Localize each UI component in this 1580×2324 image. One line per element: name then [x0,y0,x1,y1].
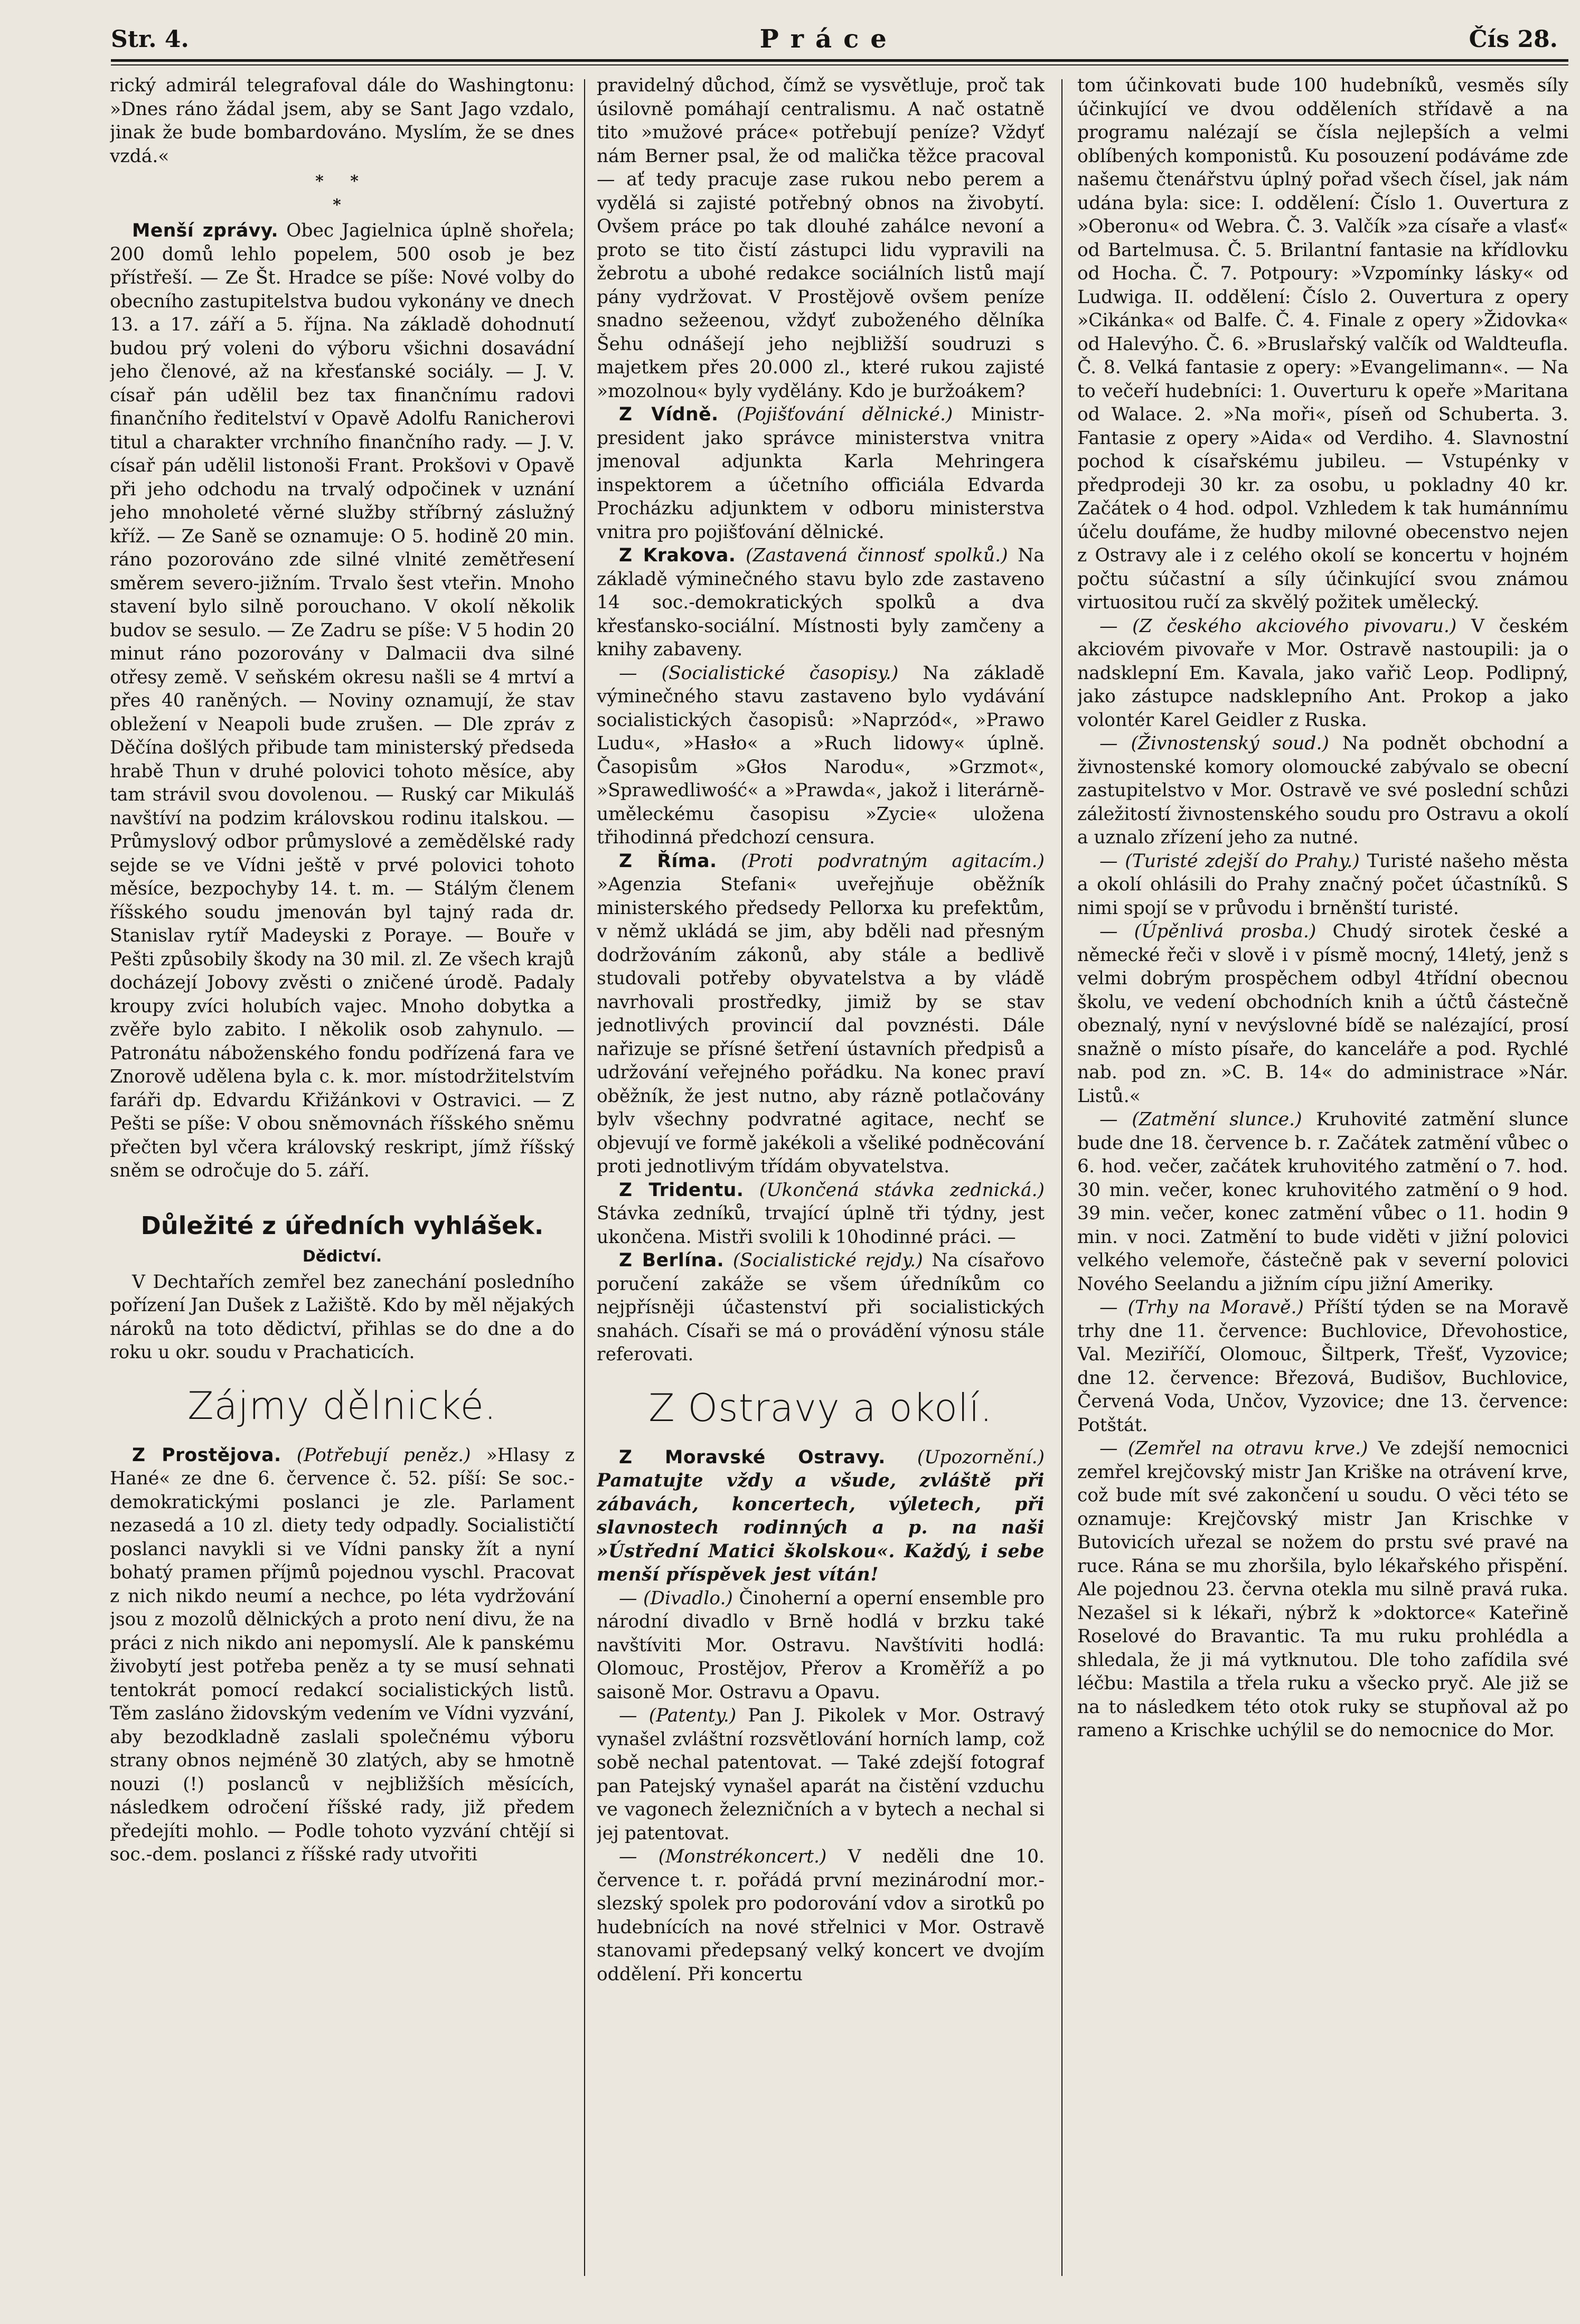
article-text: V neděli dne 10. července t. r. pořádá první mezinárodní mor.-slezský spolek pro podorování vdov a sirotků po hudebnících na nové střelnici v Mor. Ostravě stanovami předepsaný velký koncert ve dvojím oddělení. Při koncertu [597,1846,1045,1985]
article-heading: Z Berlína. [619,1250,725,1271]
article-heading: Z Vídně. [619,404,719,425]
article-paragraph [597,850,1045,1179]
article-subheading: (Zastavená činnosť spolků.) [746,545,1008,566]
section-heading: Důležité z úředních vyhlášek. [140,1211,544,1240]
article-text: »Hlasy z Hané« ze dne 6. července č. 52. píší: Se soc.-demokratickými poslanci je zle. Parlament nezasedá a 10 zl. diety tedy odpadly. Socialističtí poslanci navykli si ve Vídni pansky žít a nyní bohatý pramen příjmů pojednou vyschl. Pracovat z nich nikdo neumí a nechce, po léta vydržování jsou z mozolů dělnických a proto není divu, že na práci z nich nikdo ani nepomyslí. Ale k panskému živobytí jest potřeba peněz a ty se musí sehnati tentokrát pomocí redakcí socialistických listů. Těm zasláno židovským vedením ve Vídni vyzvání, aby bezodkladně zaslali společnému výboru strany obnos nejméně 30 zlatých, aby se hmotně nouzi (!) poslanců v nejbližších měsících, následkem odročení říšské rady, již předem předejíti mohlo. — Podle tohoto vyzvání chtějí si soc.-dem. poslanci z říšské rady utvořiti [110,1444,575,1865]
article-paragraph [597,1704,1045,1845]
article-text: Chudý sirotek české a německé řeči v slově i v písmě mocný, 14letý, jenž s velmi dobrým prospěchem odbyl 4třídní obecnou školu, ve vedení obchodních knih a účtů částečně obeznalý, nyní v nevýslovné bídě se nalézající, prosí snažně o místo písaře, do kanceláře a pod. Rychlé nab. pod zn. »C. B. 14« do administrace »Nár. Listů.« [1077,921,1568,1107]
article-paragraph [110,219,575,1183]
article-subheading: — (Socialistické časopisy.) [619,662,899,684]
article-heading: Z Moravské Ostravy. [619,1446,886,1468]
article-subheading: (Upozornění.) [917,1446,1045,1468]
article-subheading: — (Patenty.) [619,1705,737,1726]
article-paragraph [1077,615,1568,732]
issue-number: Čís 28. [1469,25,1558,53]
article-subheading: — (Zemřel na otravu krve.) [1099,1438,1368,1459]
article-text: Obec Jagielnica úplně shořela; 200 domů lehlo popelem, 500 osob je bez přístřeší. — Ze Št. Hradce se píše: Nové volby do obecního zastupitelstva budou vykonány ve dnech 13. a 17. září a 5. října. Na základě dohodnutí budou prý voleni do výboru všichni dosavádní jeho členové, až na křesťanské sociály. — J. V. císař pán udělil bez tax finančnímu radovi finančního ředitelství v Opavě Adolfu Ranicherovi titul a charakter vrchního finančního rady. — J. V. císař pán udělil listonoši Frant. Prokšovi v Opavě při jeho odchodu na trvalý odpočinek v uznání jeho mnoholeté věrné služby stříbrný záslužný kříž. — Ze Saně se oznamuje: O 5. hodině 20 min. ráno pozorováno zde silné vlnité zemětřesení směrem severo-jižním. Trvalo šest vteřin. Mnoho stavení bylo silně porouchano. V okolí několik budov se sesulo. — Ze Zadru se píše: V 5 hodin 20 minut ráno pozorovány v Dalmacii dva silné otřesy země. V seňském okresu našli se 4 mrtví a přes 40 raněných. — Noviny oznamují, že stav obležení v Neapoli bude zrušen. — Dle zpráv z Děčína došlých přibude tam ministerský předseda hrabě Thun v druhé polovici tohoto měsíce, aby tam strávil svou dovolenou. — Ruský car Mikuláš navštíví na podzim královskou rodinu italskou. — Průmyslový odbor průmyslové a zemědělské rady sejde se ve Vídni ještě v prvé polovici tohoto měsíce, bezpochyby 14. t. m. — Stálým členem říšského soudu jmenován byl tajný rada dr. Stanislav rytíř Madeyski z Poraye. — Bouře v Pešti způsobily škody na 30 mil. zl. Ze všech krajů docházejí Jobovy zvěsti o zničené úrodě. Padaly kroupy zvíci holubích vajec. Mnoho dobytka a zvěře bylo zabito. I několik osob zahynulo. — Patronátu náboženského fondu podřízená fara ve Znorově udělena byla c. k. mor. místodržitelstvím faráři dp. Edvardu Křižánkovi v Ostravici. — Z Pešti se píše: V obou sněmovnách říšského sněmu přečten byl včera královský reskript, jímž říšský sněm se odročuje do 5. září. [110,220,575,1181]
article-subheading: (Pojišťování dělnické.) [736,404,953,425]
article-subheading: — (Živnostenský soud.) [1099,733,1329,754]
article-subheading: (Proti podvratným agitacím.) [741,850,1045,872]
article-text: V českém akciovém pivovaře v Mor. Ostravě nastoupili: ja o nadsklepní Em. Kavala, jako vařič Leop. Podlipný, jako zástupce nadsklepního Ant. Prokop a jako volontér Karel Geidler z Ruska. [1077,615,1568,731]
article-subheading: — (Turisté zdejší do Prahy.) [1099,850,1360,872]
article-paragraph [597,1249,1045,1367]
page-header [111,20,1558,58]
article-paragraph [1077,920,1568,1108]
article-text: rický admirál telegrafoval dále do Washingtonu: »Dnes ráno žádal jsem, aby se Sant Jago vzdalo, jinak že bude bombardováno. Myslím, že se dnes vzdá.« [110,75,575,167]
article-text: Kruhovité zatmění slunce bude dne 18. července b. r. Začátek zatmění vůbec o 6. hod. večer, začátek kruhovitého zatmění o 7. hod. 30 min. večer, konec kruhovitého zatmění o 9 hod. 39 min. večer, konec zatmění vůbec o 11. hodin 9 min. v noci. Zatmění to bude viděti v jižní polovici velkého velemoře, částečně pak v severní polovici Nového Seelandu a jižním cípu jižní Ameriky. [1077,1109,1568,1295]
article-text: pravidelný důchod, čímž se vysvětluje, proč tak úsilovně pomáhají centralismu. A nač ostatně tito »mužové práce« potřebují peníze? Vždyť nám Berner psal, že od malička těžce pracoval — ať tedy pracuje zase rukou nebo perem a vydělá si zajisté potřebný obnos na živobytí. Ovšem práce po tak dlouhé zahálce nevoní a proto se tito čistí zástupci lidu vypravili na žebrotu a ubohé redakce sociálních listů mají pány vydržovat. V Prostějově ovšem peníze snadno sežeenou, vždyť zuboženého dělníka Šehu odnášejí jeho nejbližší soudruzi s majetkem přes 20.000 zl., které rukou zajisté »mozolnou« byly vydělány. Kdo je buržoákem? [597,75,1045,402]
article-heading: Z Říma. [619,850,717,872]
article-text: Na základě výminečného stavu zastaveno bylo vydávání socialistických časopisů: »Naprzód«, »Prawo Ludu«, »Hasło« a »Ruch lidowy« úplně. Časopisům »Głos Narodu«, »Grzmot«, »Sprawedliwość« a »Prawda«, jakož i literárně-uměleckému časopisu »Zycie« uložena třihodinná předchozí censura. [597,662,1045,848]
masthead-title: Práce [759,24,898,54]
subsection-heading: Dědictví. [302,1247,382,1266]
article-text: Stávka zedníků, trvající úplně tři týdny, jest ukončena. Mistři svolili k 10hodinné práci. — [597,1203,1045,1248]
section-heading: Z Ostravy a okolí. [648,1385,993,1430]
article-text: Pan J. Pikolek v Mor. Ostravý vynašel zvláštní rozsvětlování horních lamp, což sobě nechal patentovat. — Také zdejší fotograf pan Patejský vynašel aparát na čistění vzduchu ve vagonech železničních a v bytech a nechal si jej patentovat. [597,1705,1045,1844]
article-subheading: — (Z českého akciového pivovaru.) [1099,615,1457,637]
article-subheading: — (Úpěnlivá prosba.) [1099,921,1316,942]
article-subheading: — (Zatmění slunce.) [1099,1109,1302,1130]
article-subheading: — (Monstrékoncert.) [619,1846,827,1867]
article-paragraph [597,544,1045,662]
article-paragraph [597,1845,1045,1986]
article-heading: Menší zprávy. [132,220,279,241]
article-subheading: (Potřebují peněz.) [296,1444,471,1466]
header-rule [111,59,1568,62]
section-separator: * * * [315,172,369,214]
article-paragraph [597,403,1045,544]
column-divider-1 [584,79,585,2276]
section-heading: Zájmy dělnické. [187,1383,497,1428]
article-subheading: — (Divadlo.) [619,1587,733,1609]
article-heading: Z Krakova. [619,545,736,566]
article-paragraph [1077,1108,1568,1296]
article-text: Ve zdejší nemocnici zemřel krejčovský mistr Jan Kriške na otrávení krve, což bude mít své zakončení u soudu. O věci této se oznamuje: Krejčovský mistr Jan Krischke v Butovicích uřezal se nožem do prstu své pravé na ruce. Rána se mu zhoršila, bylo lékařského přispění. Ale pojednou 23. června otekla mu silně pravá ruka. Nezašel si k lékaři, nýbrž k »doktorce« Kateřině Roselové do Bravantic. Ta mu ruku prohlédla a shledala, že ji má vytknutou. Dle toho zafídila své léčbu: Mastila a třela ruku a všecko pryč. Ale již se na to následkem této otok ruky se stupňoval až po rameno a Krischke uchýlil se do nemocnice do Mor. [1077,1438,1568,1741]
article-paragraph [1077,732,1568,850]
article-paragraph [597,1587,1045,1705]
article-text: Na základě výminečného stavu bylo zde zastaveno 14 soc.-demokratických spolků a dva křesťansko-sociální. Místnosti byly zamčeny a knihy zabaveny. [597,545,1045,660]
article-paragraph [1077,1437,1568,1743]
column-2 [597,74,1045,2287]
article-paragraph [597,662,1045,850]
article-text: Na císařovo poručení zakáže se všem úředníkům co nejpřísněji účastenství při socialistických snahách. Císaři se má o provádění výnosu stále referovati. [597,1250,1045,1365]
article-text: Ministr-president jako správce ministerstva vnitra jmenoval adjunkta Karla Mehringera inspektorem a účetního officiála Edvarda Procházku adjunktem v odboru ministerstva vnitra pro pojišťování dělnické. [597,404,1045,543]
article-text: Činoherní a operní ensemble pro národní divadlo v Brně hodlá v brzku také navštíviti Mor. Ostravu. Navštíviti hodlá: Olomouc, Prostějov, Přerov a Kroměříž a po saisoně Mor. Ostravu a Opavu. [597,1587,1045,1703]
article-paragraph [110,1444,575,1867]
article-paragraph [597,1446,1045,1587]
article-text: V Dechtařích zemřel bez zanechání posledního pořízení Jan Dušek z Lažiště. Kdo by měl nějakých nároků na toto dědictví, přihlas se do dne a do roku u okr. soudu v Prachaticích. [110,1271,575,1363]
article-text: »Agenzia Stefani« uveřejňuje oběžník ministerského předsedy Pellorxa ku prefektům, v němž ukládá se jim, aby bděli nad přesným dodržováním zákonů, aby stále a bedlivě studovali potřeby obyvatelstva a by vládě navrhovali prostředky, jimiž by se stav jednotlivých provincií dal povznésti. Dále nařizuje se přísné šetření ústavních předpisů a udržování veřejného pořádku. Na konec praví oběžník, že jest nutno, aby rázně potlačovány bylv všechny podvratné agitace, nechť se objevují ve formě jakékoli a všeliké podněcování proti jednotlivým třídám obyvatelstva. [597,874,1045,1177]
article-heading: Z Tridentu. [619,1179,744,1201]
column-divider-2 [1061,79,1062,2276]
article-paragraph [1077,850,1568,920]
article-text: tom účinkovati bude 100 hudebníků, vesměs síly účinkující ve dvou odděleních střídavě a na programu nalézají se čísla nejlepších a velmi oblíbených komponistů. Ku posouzení podáváme zde našemu čtenářstvu úplný pořad všech čísel, jak nám udána byla: sice: I. oddělení: Číslo 1. Ouvertura z »Oberonu« od Webra. Č. 3. Valčík »za císaře a vlasť« od Bartelmusa. Č. 5. Brilantní fantasie na křídlovku od Hocha. Č. 7. Potpoury: »Vzpomínky lásky« od Ludwiga. II. oddělení: Číslo 2. Ouvertura z opery »Cikánka« od Balfe. Č. 4. Finale z opery »Židovka« od Halevýho. Č. 6. »Bruslařský valčík od Waldteufla. Č. 8. Velká fantasie z opery: »Evangelimann«. — Na to večeří hudebníci: 1. Ouverturu k opeře »Maritana od Walace. 2. »Na moři«, píseň od Schuberta. 3. Fantasie z opery »Aida« od Verdiho. 4. Slavnostní pochod k císařskému jubileu. — Vstupénky v předprodeji 30 kr. za osobu, u pokladny 40 kr. Začátek o 4 hod. odpol. Vzhledem k tak humánnímu účelu doufáme, že hudby milovné obecenstvo nejen z Ostravy ale i z celého okolí se koncertu v hojném počtu súčastní a síly účinkující svou známou virtuositou ručí za skvělý požitek umělecký. [1077,75,1568,613]
article-heading: Z Prostějova. [132,1444,281,1466]
column-1 [110,74,575,2287]
page-number: Str. 4. [111,25,189,53]
column-3 [1077,74,1568,2287]
article-text: Turisté našeho města a okolí ohlásili do Prahy značný počet účastníků. S nimi spojí se v průvodu i brněnští turisté. [1077,850,1568,919]
article-paragraph [597,1179,1045,1249]
article-paragraph [1077,1296,1568,1437]
article-text: Pamatujte vždy a všude, zvláště při zábavách, koncertech, výletech, při slavnostech rodinných a p. na naši »Ústřední Matici školskou«. Každý, i sebe menší příspěvek jest vítán! [597,1470,1045,1585]
article-subheading: — (Trhy na Moravě.) [1099,1297,1304,1318]
article-subheading: (Socialistické rejdy.) [732,1250,923,1271]
article-text: Na podnět obchodní a živnostenské komory olomoucké zabývalo se obecní zastupitelstvo v Mor. Ostravě ve své poslední schůzi záležitostí živnostenského soudu pro Ostravu a okolí a uznalo zřízení jeho za nutné. [1077,733,1568,848]
article-text: Příští týden se na Moravě trhy dne 11. července: Buchlovice, Dřevohostice, Val. Meziříčí, Olomouc, Šiltperk, Třešť, Vyzovice; dne 12. července: Březová, Budišov, Buchlovice, Červená Voda, Unčov, Vyzovice; dne 13. července: Potštát. [1077,1297,1568,1436]
header-rule-thin [111,64,1568,65]
article-subheading: (Ukončená stávka zednická.) [759,1179,1045,1201]
